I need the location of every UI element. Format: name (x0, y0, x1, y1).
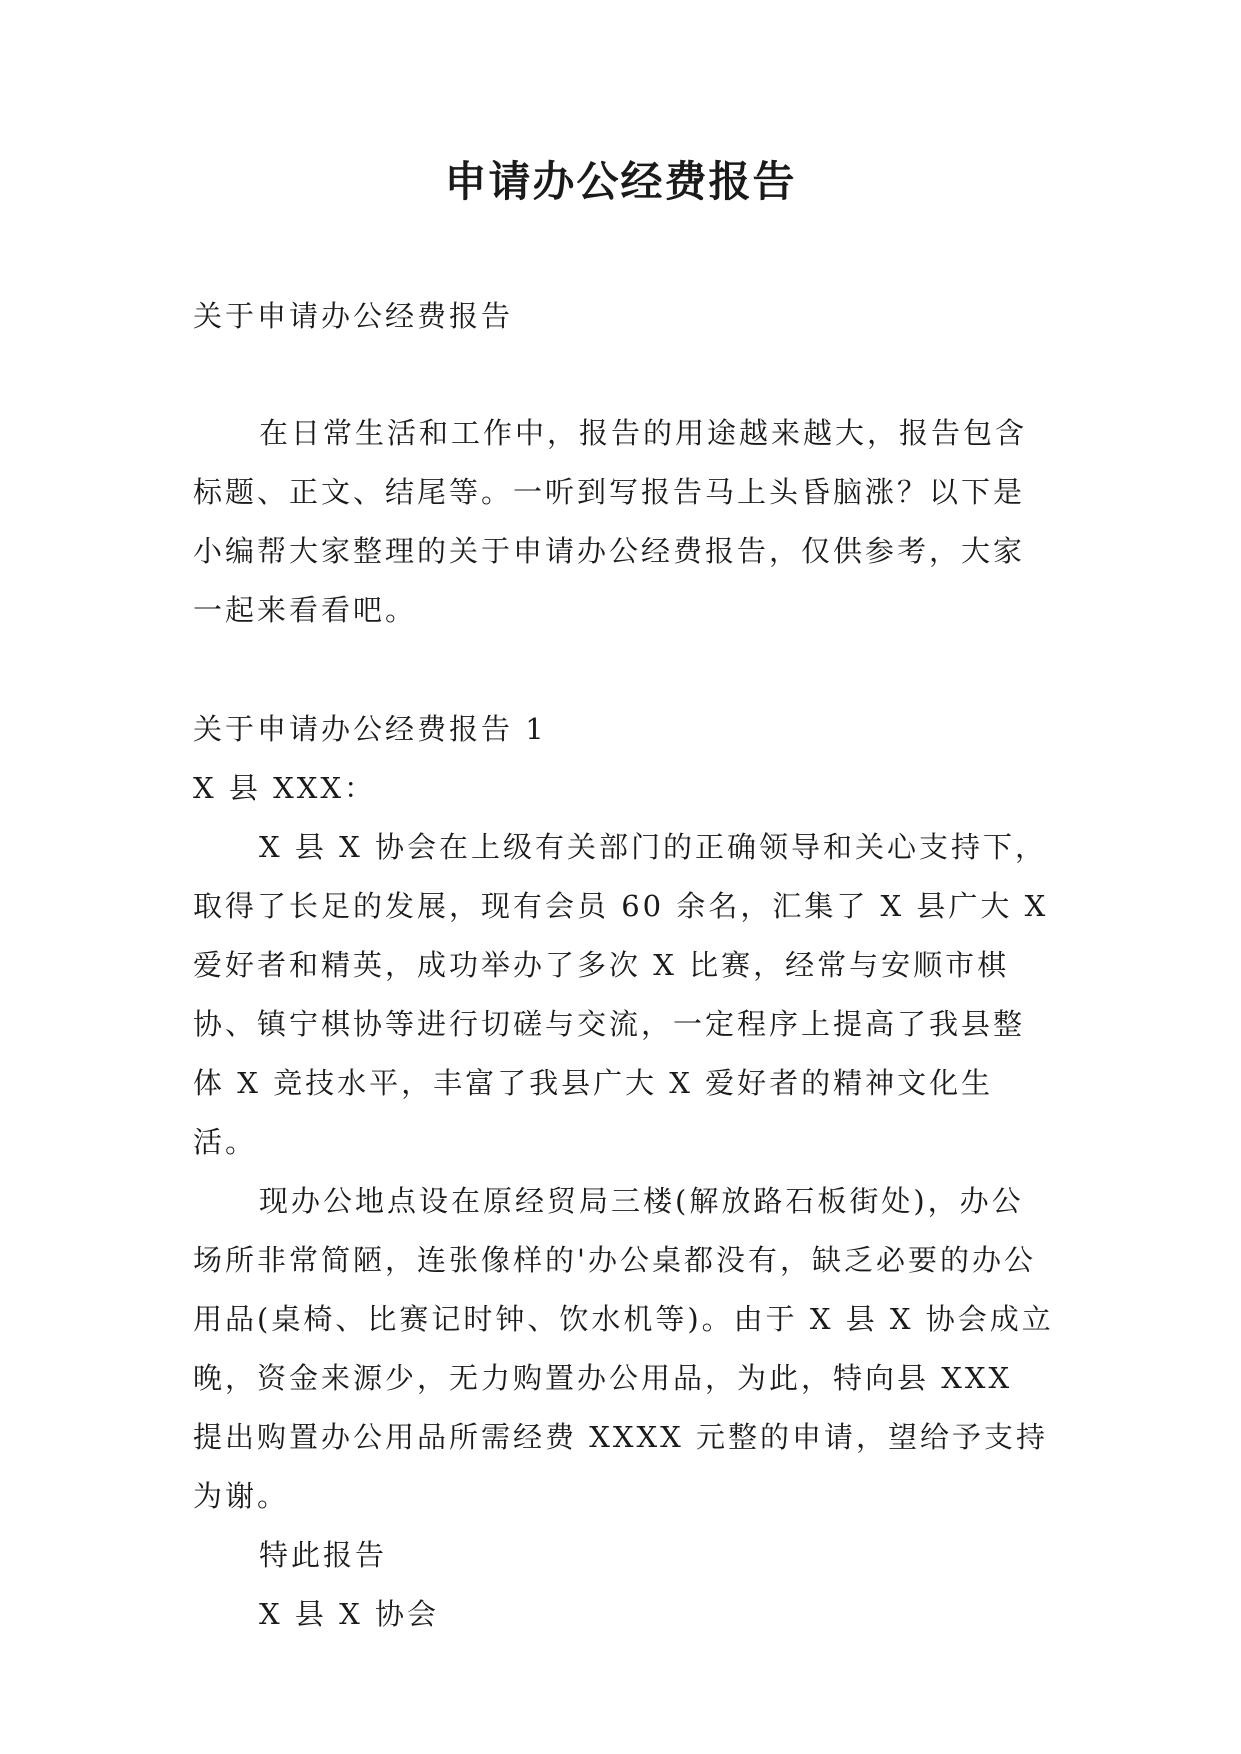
closing-line: 特此报告 (259, 1538, 388, 1572)
intro-paragraph (193, 404, 1055, 640)
salutation: X 县 XXX： (193, 771, 377, 805)
body-paragraph-1: X 县 X 协会在上级有关部门的正确领导和关心支持下，取得了长足的发展，现有会员 60 余名，汇集了 X 县广大 X 爱好者和精英，成功举办了多次 X 比赛，经常与安顺市棋协、镇宁棋协等进行切磋与交流，一定程序上提高了我县整体 X 竞技水平，丰富了我县广大 X 爱好者的精神文化生活。 (193, 830, 1049, 1159)
document-subtitle (193, 287, 1055, 346)
section-heading: 关于申请办公经费报告 1 (193, 712, 547, 746)
signature: X 县 X 协会 (259, 1597, 439, 1631)
subtitle-text: 关于申请办公经费报告 (193, 299, 514, 333)
intro-text: 在日常生活和工作中，报告的用途越来越大，报告包含标题、正文、结尾等。一听到写报告马上头昏脑涨？以下是小编帮大家整理的关于申请办公经费报告，仅供参考，大家一起来看看吧。 (193, 416, 1028, 627)
report-section (193, 700, 1055, 1644)
body-paragraph-2: 现办公地点设在原经贸局三楼(解放路石板街处)，办公场所非常简陋，连张像样的'办公桌都没有，缺乏必要的办公用品(桌椅、比赛记时钟、饮水机等)。由于 X 县 X 协会成立晚，资金来源少，无力购置办公用品，为此，特向县 XXX 提出购置办公用品所需经费 XXXX 元整的申请，望给予支持为谢。 (193, 1184, 1054, 1513)
document-title: 申请办公经费报告 (444, 157, 797, 206)
